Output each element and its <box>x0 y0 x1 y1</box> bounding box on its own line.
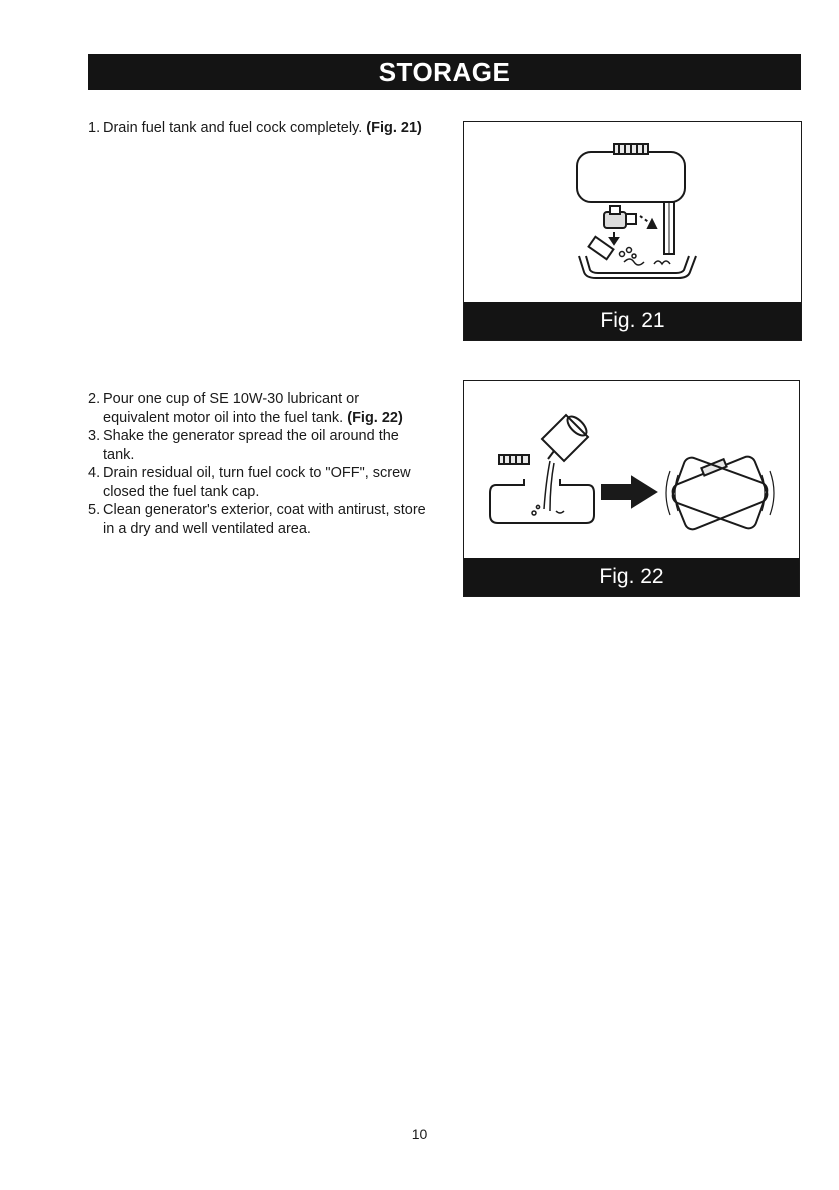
step-1 <box>88 119 448 138</box>
step-5 <box>88 501 426 538</box>
figure-22 <box>463 380 800 597</box>
section-title: STORAGE <box>378 56 511 87</box>
step-text: Shake the generator spread the oil around the tank. <box>103 428 399 463</box>
section-title-bar <box>88 54 801 90</box>
fuel-tank-drain-illustration <box>464 122 800 302</box>
step-number: 3. <box>88 428 101 444</box>
step-text: Pour one cup of SE 10W-30 lubricant or equivalent motor oil into the fuel tank. <box>103 391 360 426</box>
figure-caption: Fig. 21 <box>600 309 665 332</box>
oil-fill-and-shake-illustration <box>464 381 798 559</box>
figure-reference: (Fig. 21) <box>366 120 422 136</box>
figure-reference: (Fig. 22) <box>347 409 403 426</box>
figure-21 <box>463 121 802 341</box>
figure-caption-bar <box>464 558 799 596</box>
page-number: 10 <box>411 1126 428 1142</box>
step-text: Clean generator's exterior, coat with antirust, store in a dry and well ventilated area. <box>103 502 426 537</box>
step-text: Drain fuel tank and fuel cock completely. <box>103 120 363 136</box>
figure-caption-bar <box>464 302 801 340</box>
step-number: 1. <box>88 120 101 136</box>
step-number: 2. <box>88 391 101 407</box>
step-number: 5. <box>88 502 101 518</box>
step-4 <box>88 464 426 501</box>
step-2 <box>88 390 426 427</box>
figure-caption: Fig. 22 <box>599 565 664 588</box>
step-text: Drain residual oil, turn fuel cock to "OFF", screw closed the fuel tank cap. <box>103 465 411 500</box>
step-3 <box>88 427 426 464</box>
step-number: 4. <box>88 465 101 481</box>
